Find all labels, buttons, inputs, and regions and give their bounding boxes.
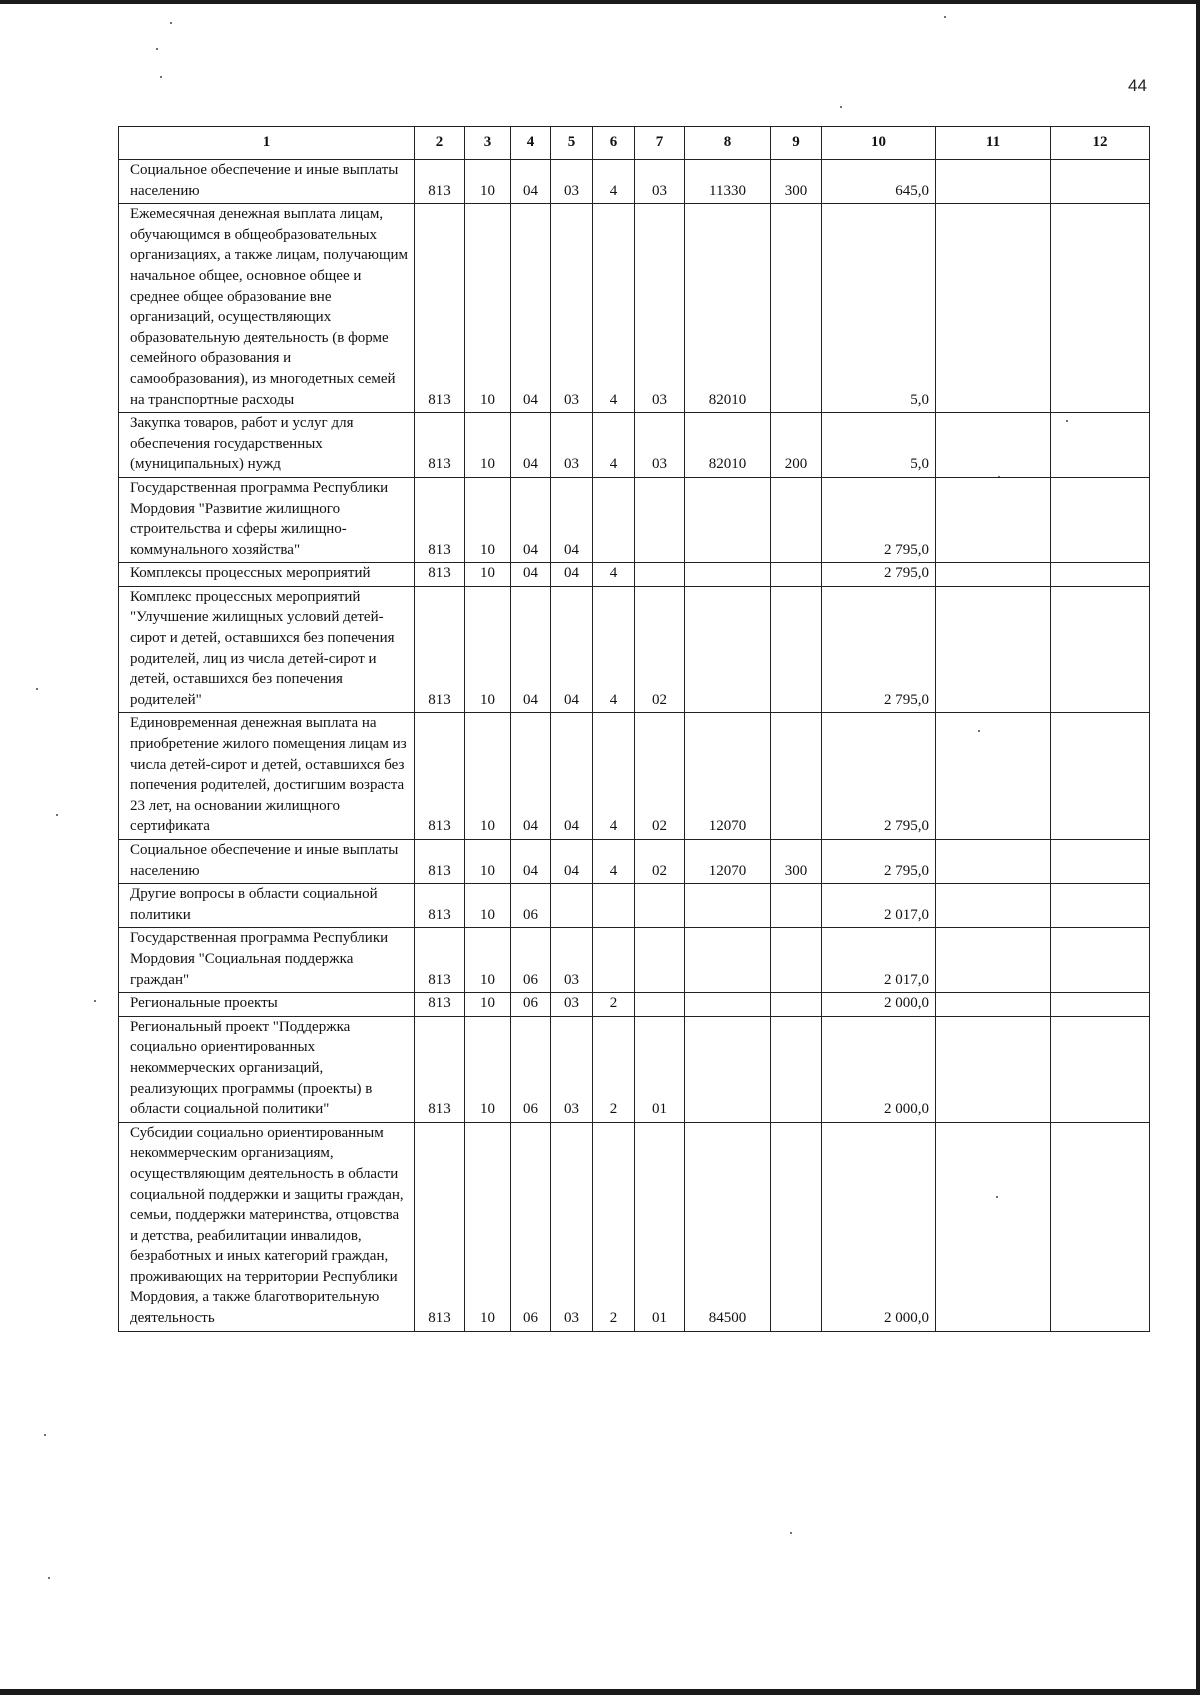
cell-col-2: 813 [415,413,465,478]
cell-name: Другие вопросы в области социальной политики [119,884,415,928]
table-row [119,840,1150,884]
header-col-7: 7 [635,127,685,160]
scan-border-top [0,0,1200,4]
cell-col-2: 813 [415,1122,465,1331]
cell-col-4: 06 [511,1122,551,1331]
cell-col-11 [936,204,1051,413]
scan-speck [94,1000,96,1002]
cell-col-3: 10 [465,563,511,587]
header-col-6: 6 [593,127,635,160]
cell-col-2: 813 [415,204,465,413]
cell-col-2: 813 [415,477,465,562]
cell-name: Социальное обеспечение и иные выплаты населению [119,160,415,204]
table-row [119,1122,1150,1331]
cell-name: Региональные проекты [119,993,415,1017]
cell-col-9: 200 [771,413,822,478]
cell-col-10: 2 000,0 [822,1016,936,1122]
cell-col-7: 03 [635,204,685,413]
cell-col-12 [1051,1016,1150,1122]
cell-col-8 [685,563,771,587]
cell-col-9 [771,204,822,413]
cell-col-4: 06 [511,993,551,1017]
cell-col-7: 03 [635,413,685,478]
table-row [119,160,1150,204]
cell-col-4: 06 [511,884,551,928]
scan-speck [44,1434,46,1436]
cell-col-3: 10 [465,884,511,928]
cell-col-5: 04 [551,713,593,840]
cell-name: Региональный проект "Поддержка социально ориентированных некоммерческих организаций, реализующих программы (проекты) в области социальной политики" [119,1016,415,1122]
cell-col-7: 01 [635,1122,685,1331]
cell-col-7 [635,477,685,562]
cell-col-9 [771,1016,822,1122]
cell-col-12 [1051,713,1150,840]
cell-col-8 [685,477,771,562]
cell-col-5: 03 [551,928,593,993]
scan-speck [160,76,162,78]
cell-col-4: 04 [511,413,551,478]
table-row [119,204,1150,413]
cell-col-7 [635,928,685,993]
cell-col-10: 2 795,0 [822,840,936,884]
scan-border-right [1196,0,1200,1695]
cell-col-10: 5,0 [822,413,936,478]
cell-col-6: 2 [593,1122,635,1331]
cell-col-8: 11330 [685,160,771,204]
cell-col-11 [936,413,1051,478]
cell-col-12 [1051,884,1150,928]
cell-col-8: 82010 [685,204,771,413]
cell-col-12 [1051,204,1150,413]
scan-speck [170,22,172,24]
cell-col-2: 813 [415,586,465,713]
cell-name: Закупка товаров, работ и услуг для обеспечения государственных (муниципальных) нужд [119,413,415,478]
cell-col-6: 4 [593,713,635,840]
cell-col-10: 2 000,0 [822,1122,936,1331]
cell-name: Комплексы процессных мероприятий [119,563,415,587]
cell-col-12 [1051,840,1150,884]
cell-col-11 [936,563,1051,587]
table-row [119,713,1150,840]
cell-col-9 [771,928,822,993]
cell-col-5: 03 [551,993,593,1017]
cell-col-12 [1051,993,1150,1017]
cell-col-7 [635,563,685,587]
scan-speck [48,1577,50,1579]
cell-col-5: 03 [551,1122,593,1331]
cell-col-5: 03 [551,1016,593,1122]
cell-col-11 [936,713,1051,840]
scan-speck [944,16,946,18]
cell-col-2: 813 [415,1016,465,1122]
cell-col-3: 10 [465,713,511,840]
cell-col-4: 04 [511,160,551,204]
cell-col-11 [936,1016,1051,1122]
cell-col-9 [771,1122,822,1331]
cell-name: Единовременная денежная выплата на приобретение жилого помещения лицам из числа детей-сирот и детей, оставшихся без попечения родителей, достигшим возраста 23 лет, на основании жилищного сертификата [119,713,415,840]
cell-col-3: 10 [465,204,511,413]
cell-col-6: 4 [593,563,635,587]
header-col-9: 9 [771,127,822,160]
cell-col-4: 04 [511,204,551,413]
cell-col-5: 03 [551,413,593,478]
cell-col-7 [635,993,685,1017]
cell-col-2: 813 [415,563,465,587]
budget-table [118,126,1150,1332]
cell-col-11 [936,586,1051,713]
cell-col-11 [936,884,1051,928]
cell-col-3: 10 [465,586,511,713]
cell-col-6: 4 [593,586,635,713]
cell-col-10: 2 017,0 [822,884,936,928]
cell-col-5: 04 [551,477,593,562]
cell-col-3: 10 [465,413,511,478]
cell-col-4: 04 [511,840,551,884]
cell-col-10: 645,0 [822,160,936,204]
cell-col-10: 2 795,0 [822,477,936,562]
cell-col-2: 813 [415,928,465,993]
cell-col-12 [1051,928,1150,993]
cell-col-8: 84500 [685,1122,771,1331]
cell-col-4: 06 [511,928,551,993]
cell-col-8 [685,993,771,1017]
cell-col-5: 04 [551,586,593,713]
header-col-5: 5 [551,127,593,160]
cell-col-7: 02 [635,713,685,840]
cell-col-3: 10 [465,1122,511,1331]
cell-col-5 [551,884,593,928]
header-col-1: 1 [119,127,415,160]
cell-col-6: 4 [593,204,635,413]
cell-col-9 [771,563,822,587]
header-row [119,127,1150,160]
cell-col-4: 04 [511,477,551,562]
scan-speck [156,48,158,50]
cell-col-11 [936,993,1051,1017]
page-number: 44 [1128,76,1147,95]
cell-col-9 [771,884,822,928]
cell-col-3: 10 [465,1016,511,1122]
cell-col-10: 2 795,0 [822,586,936,713]
cell-col-2: 813 [415,713,465,840]
cell-col-8 [685,1016,771,1122]
header-col-4: 4 [511,127,551,160]
cell-col-10: 2 017,0 [822,928,936,993]
scan-speck [840,106,842,108]
cell-col-12 [1051,1122,1150,1331]
cell-col-9: 300 [771,160,822,204]
cell-col-8 [685,586,771,713]
cell-col-2: 813 [415,884,465,928]
cell-col-2: 813 [415,160,465,204]
header-col-8: 8 [685,127,771,160]
cell-col-6: 2 [593,993,635,1017]
cell-col-10: 2 795,0 [822,563,936,587]
cell-col-8 [685,884,771,928]
table-row [119,563,1150,587]
scan-speck [36,688,38,690]
cell-col-9 [771,477,822,562]
cell-col-4: 04 [511,563,551,587]
cell-col-12 [1051,586,1150,713]
cell-col-12 [1051,413,1150,478]
cell-col-12 [1051,477,1150,562]
header-col-10: 10 [822,127,936,160]
scan-speck [790,1532,792,1534]
header-col-3: 3 [465,127,511,160]
cell-name: Социальное обеспечение и иные выплаты населению [119,840,415,884]
cell-col-4: 04 [511,713,551,840]
table-row [119,993,1150,1017]
cell-name: Комплекс процессных мероприятий "Улучшение жилищных условий детей-сирот и детей, оставшихся без попечения родителей, лиц из числа детей-сирот и детей, оставшихся без попечения родителей" [119,586,415,713]
table-row [119,1016,1150,1122]
cell-col-6 [593,884,635,928]
cell-col-5: 03 [551,160,593,204]
cell-col-8: 12070 [685,713,771,840]
scan-border-bottom [0,1689,1200,1695]
cell-col-11 [936,1122,1051,1331]
table-row [119,413,1150,478]
cell-col-8: 12070 [685,840,771,884]
header-col-2: 2 [415,127,465,160]
table-row [119,477,1150,562]
cell-col-6 [593,477,635,562]
cell-col-10: 2 000,0 [822,993,936,1017]
scan-speck [56,814,58,816]
cell-col-9 [771,586,822,713]
cell-col-6: 2 [593,1016,635,1122]
cell-name: Ежемесячная денежная выплата лицам, обучающимся в общеобразовательных организациях, а также лицам, получающим начальное общее, основное общее и среднее общее образование вне организаций, осуществляющих образовательную деятельность (в форме семейного образования и самообразования), из многодетных семей на транспортные расходы [119,204,415,413]
cell-name: Государственная программа Республики Мордовия "Развитие жилищного строительства и сферы жилищно-коммунального хозяйства" [119,477,415,562]
cell-col-3: 10 [465,928,511,993]
cell-name: Субсидии социально ориентированным некоммерческим организациям, осуществляющим деятельность в области социальной поддержки и защиты граждан, семьи, поддержки материнства, отцовства и детства, реабилитации инвалидов, безработных и иных категорий граждан, проживающих на территории Республики Мордовия, а также благотворительную деятельность [119,1122,415,1331]
header-col-12: 12 [1051,127,1150,160]
cell-col-3: 10 [465,993,511,1017]
cell-col-7: 02 [635,586,685,713]
cell-col-11 [936,477,1051,562]
cell-col-7 [635,884,685,928]
cell-col-2: 813 [415,993,465,1017]
cell-col-9 [771,993,822,1017]
cell-col-3: 10 [465,477,511,562]
cell-col-4: 06 [511,1016,551,1122]
cell-col-7: 03 [635,160,685,204]
cell-col-9: 300 [771,840,822,884]
cell-col-7: 02 [635,840,685,884]
cell-col-9 [771,713,822,840]
cell-col-3: 10 [465,160,511,204]
cell-col-3: 10 [465,840,511,884]
cell-col-5: 03 [551,204,593,413]
cell-col-4: 04 [511,586,551,713]
cell-col-10: 2 795,0 [822,713,936,840]
cell-col-7: 01 [635,1016,685,1122]
header-col-11: 11 [936,127,1051,160]
cell-col-8 [685,928,771,993]
cell-col-10: 5,0 [822,204,936,413]
cell-col-11 [936,840,1051,884]
cell-col-12 [1051,160,1150,204]
table-row [119,928,1150,993]
cell-col-12 [1051,563,1150,587]
cell-col-6: 4 [593,413,635,478]
cell-col-5: 04 [551,840,593,884]
cell-col-6 [593,928,635,993]
cell-col-5: 04 [551,563,593,587]
cell-col-6: 4 [593,160,635,204]
cell-col-2: 813 [415,840,465,884]
cell-col-6: 4 [593,840,635,884]
table-row [119,586,1150,713]
cell-col-8: 82010 [685,413,771,478]
cell-name: Государственная программа Республики Мордовия "Социальная поддержка граждан" [119,928,415,993]
cell-col-11 [936,160,1051,204]
table-row [119,884,1150,928]
cell-col-11 [936,928,1051,993]
